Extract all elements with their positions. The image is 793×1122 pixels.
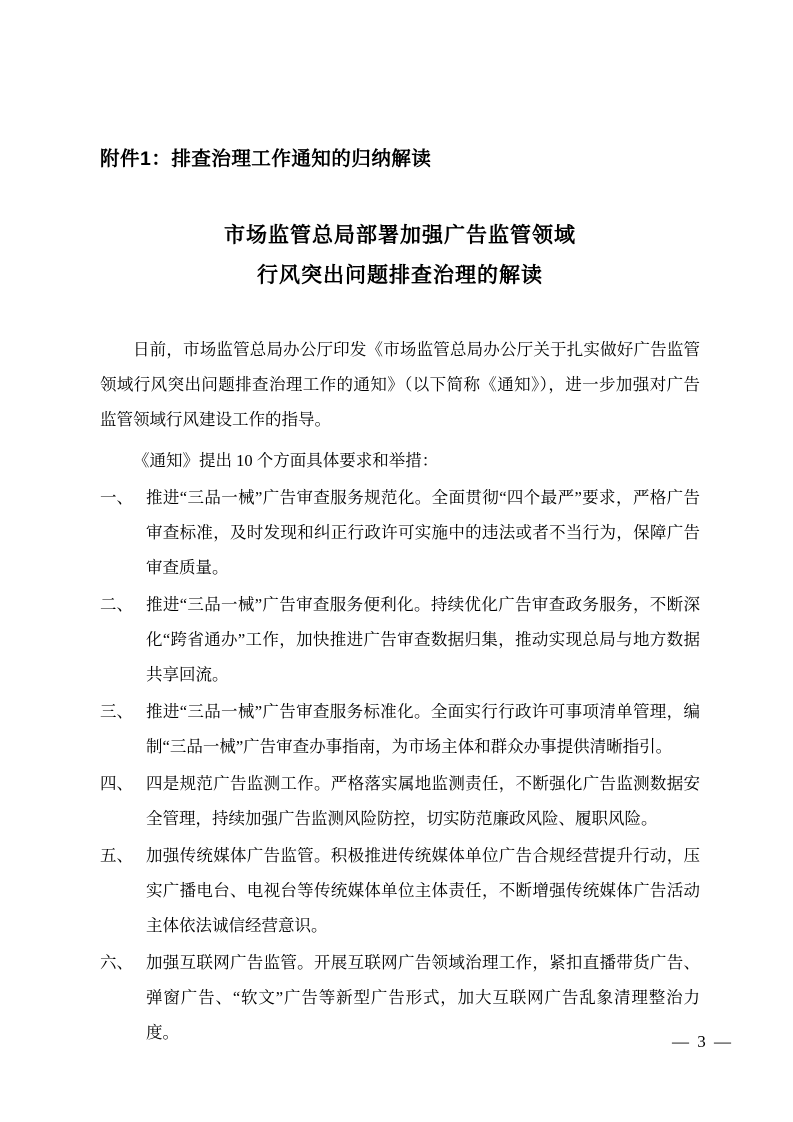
list-item-text: 四是规范广告监测工作。严格落实属地监测责任，不断强化广告监测数据安全管理，持续加强广告监测风险防控，切实防范廉政风险、履职风险。 — [146, 774, 700, 828]
intro-paragraph: 日前，市场监管总局办公厅印发《市场监管总局办公厅关于扎实做好广告监管领域行风突出问题排查治理工作的通知》（以下简称《通知》），进一步加强对广告监管领域行风建设工作的指导。 — [100, 340, 700, 429]
page-number: — 3 — — [672, 1032, 733, 1051]
list-item — [100, 587, 700, 692]
document-title — [100, 215, 700, 295]
list-item-text: 加强互联网广告监管。开展互联网广告领域治理工作，紧扣直播带货广告、弹窗广告、“软文”广告等新型广告形式，加大互联网广告乱象清理整治力度。 — [146, 953, 700, 1042]
document-title-line-1: 市场监管总局部署加强广告监管领域 — [224, 223, 576, 247]
attachment-heading: 附件1：排查治理工作通知的归纳解读 — [100, 148, 432, 170]
list-item-number: 三、 — [100, 702, 133, 721]
list-item-number: 六、 — [100, 953, 133, 972]
document-body — [100, 332, 700, 1052]
list-item-number: 二、 — [100, 595, 133, 614]
list-item-number: 四、 — [100, 774, 133, 793]
list-item-text: 推进“三品一械”广告审查服务规范化。全面贯彻“四个最严”要求，严格广告审查标准，及时发现和纠正行政许可实施中的违法或者不当行为，保障广告审查质量。 — [146, 488, 700, 577]
lead-in-paragraph: 《通知》提出 10 个方面具体要求和举措： — [133, 451, 439, 470]
list-item-number: 五、 — [100, 846, 133, 865]
list-item — [100, 480, 700, 585]
list-item-text: 推进“三品一械”广告审查服务标准化。全面实行行政许可事项清单管理，编制“三品一械”广告审查办事指南，为市场主体和群众办事提供清晰指引。 — [146, 702, 700, 756]
list-item — [100, 766, 700, 836]
list-item-number: 一、 — [100, 488, 133, 507]
list-item-text: 加强传统媒体广告监管。积极推进传统媒体单位广告合规经营提升行动，压实广播电台、电视台等传统媒体单位主体责任，不断增强传统媒体广告活动主体依法诚信经营意识。 — [146, 846, 700, 935]
document-title-line-2: 行风突出问题排查治理的解读 — [257, 263, 543, 287]
list-item — [100, 694, 700, 764]
list-item-text: 推进“三品一械”广告审查服务便利化。持续优化广告审查政务服务，不断深化“跨省通办”工作，加快推进广告审查数据归集，推动实现总局与地方数据共享回流。 — [146, 595, 700, 684]
list-item — [100, 838, 700, 943]
